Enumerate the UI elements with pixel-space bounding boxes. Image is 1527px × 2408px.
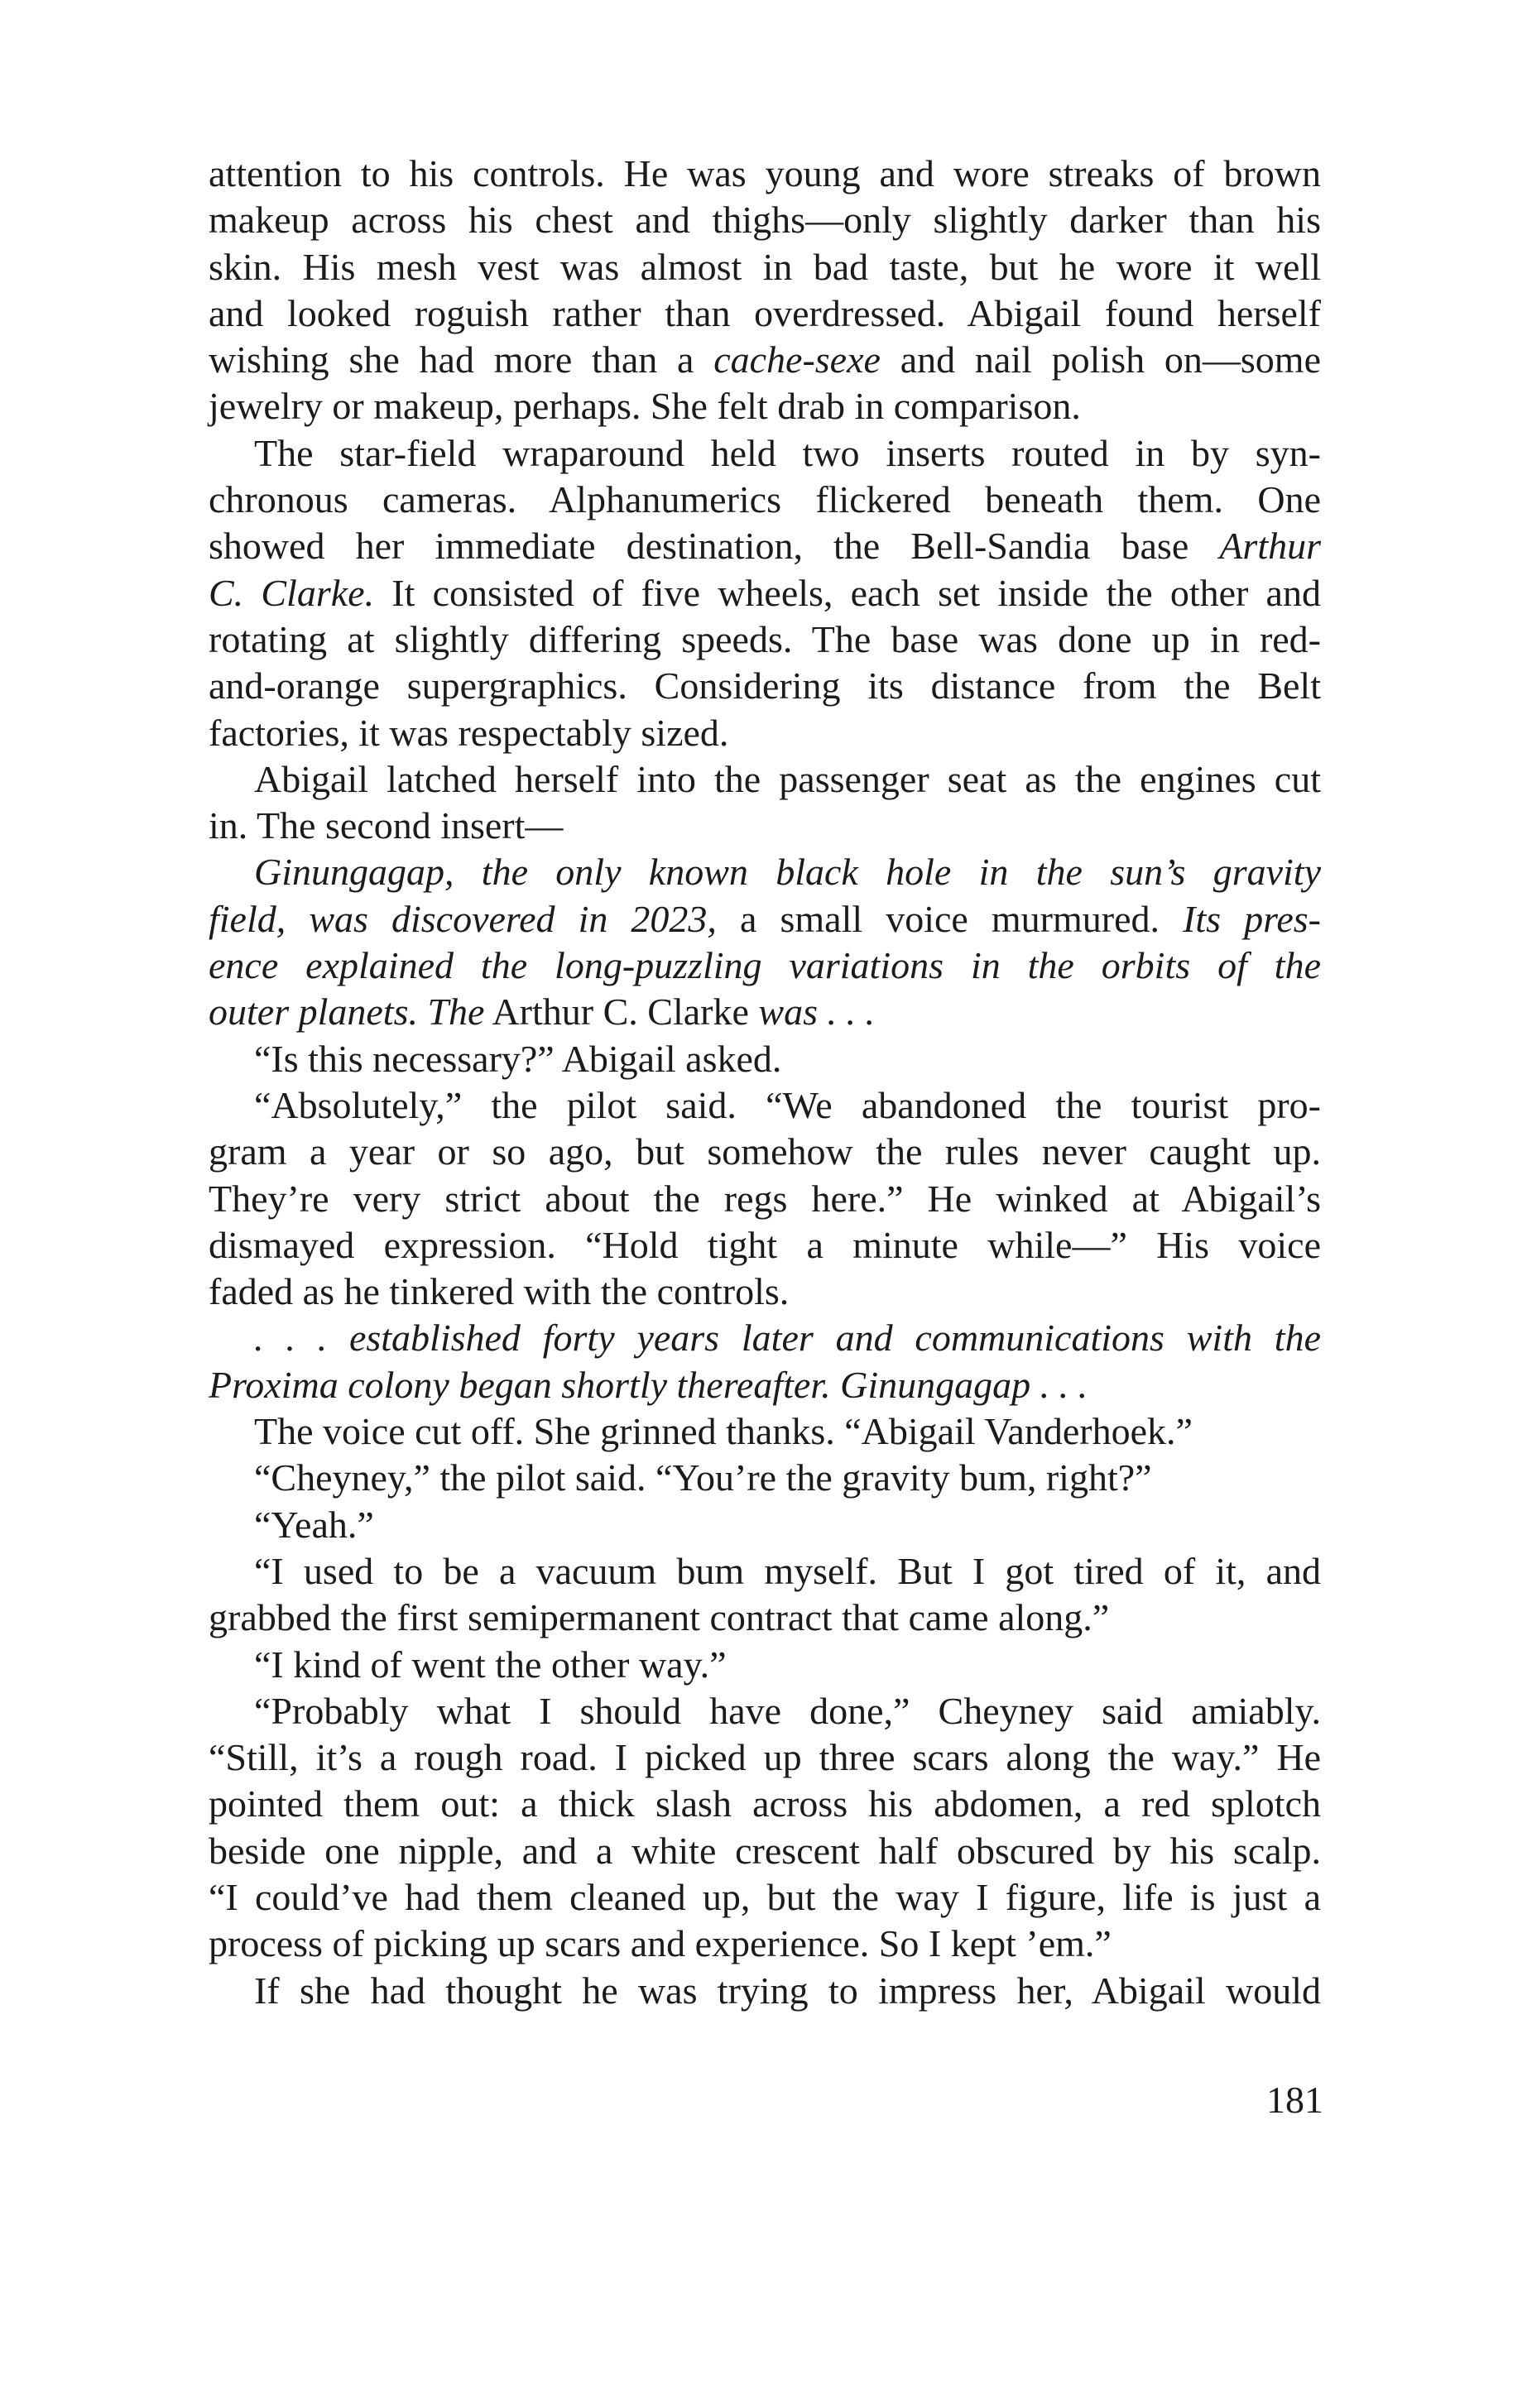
- text-line: [209, 1176, 1321, 1222]
- italic-text: was . . .: [758, 991, 875, 1034]
- text-run: The voice cut off. She grinned thanks. “Abigail Vanderhoek.”: [254, 1410, 1193, 1453]
- text-run: beside one nipple, and a white crescent half obscured by his scalp.: [209, 1829, 1321, 1872]
- text-run: They’re very strict about the regs here.” He winked at Abigail’s: [209, 1177, 1321, 1220]
- italic-text: Ginungagap, the only known black hole in the sun’s gravity: [254, 851, 1321, 894]
- text-line: [209, 383, 1321, 429]
- text-run: attention to his controls. He was young and wore streaks of brown: [209, 152, 1321, 194]
- text-run: grabbed the first semipermanent contract that came along.”: [209, 1596, 1110, 1639]
- text-line: [209, 1315, 1321, 1361]
- text-line: [209, 1269, 1321, 1315]
- text-run: showed her immediate destination, the Bell-Sandia base: [209, 525, 1220, 568]
- text-run: “Absolutely,” the pilot said. “We abandoned the tourist pro-: [254, 1083, 1321, 1126]
- text-run: and nail polish on—some: [880, 338, 1321, 381]
- text-run: Abigail latched herself into the passenger seat as the engines cut: [254, 757, 1321, 800]
- text-run: faded as he tinkered with the controls.: [209, 1270, 790, 1313]
- text-run: jewelry or makeup, perhaps. She felt drab in comparison.: [209, 385, 1081, 428]
- text-run: rotating at slightly differing speeds. The base was done up in red-: [209, 617, 1321, 660]
- italic-text: Arthur: [1219, 525, 1321, 568]
- text-run: factories, it was respectably sized.: [209, 711, 729, 754]
- text-line: [209, 1455, 1321, 1501]
- italic-text: . . . established forty years later and communications with the: [254, 1317, 1321, 1360]
- text-line: [209, 1781, 1321, 1827]
- text-line: [209, 943, 1321, 989]
- text-run: dismayed expression. “Hold tight a minute while—” His voice: [209, 1223, 1321, 1266]
- page-number: 181: [1266, 2079, 1323, 2121]
- text-run: skin. His mesh vest was almost in bad taste, but he wore it well: [209, 245, 1321, 288]
- text-line: [209, 1502, 1321, 1548]
- text-line: [209, 1921, 1321, 1967]
- body-text: [209, 151, 1321, 2014]
- text-line: [209, 1222, 1321, 1269]
- text-run: chronous cameras. Alphanumerics flickered beneath them. One: [209, 478, 1321, 521]
- text-line: [209, 1734, 1321, 1781]
- text-line: [209, 1642, 1321, 1688]
- text-run: Arthur C. Clarke: [484, 991, 759, 1034]
- text-line: [209, 616, 1321, 663]
- text-line: [209, 1036, 1321, 1082]
- text-run: “I could’ve had them cleaned up, but the way I figure, life is just a: [209, 1875, 1321, 1918]
- text-line: [209, 663, 1321, 709]
- text-run: pointed them out: a thick slash across his abdomen, a red splotch: [209, 1782, 1321, 1825]
- text-line: [209, 1968, 1321, 2014]
- text-line: [209, 1082, 1321, 1129]
- text-run: “Cheyney,” the pilot said. “You’re the gravity bum, right?”: [254, 1456, 1152, 1499]
- text-run: process of picking up scars and experience. So I kept ’em.”: [209, 1922, 1112, 1965]
- text-run: The star-field wraparound held two inserts routed in by syn-: [254, 431, 1321, 474]
- text-run: “I kind of went the other way.”: [254, 1643, 727, 1686]
- text-run: If she had thought he was trying to impress her, Abigail would: [254, 1969, 1321, 2012]
- italic-text: Proxima colony began shortly thereafter. Ginungagap . . .: [209, 1363, 1088, 1406]
- text-run: in. The second insert—: [209, 804, 564, 847]
- text-run: It consisted of five wheels, each set inside the other and: [374, 571, 1321, 614]
- italic-text: C. Clarke.: [209, 571, 375, 614]
- text-line: [209, 523, 1321, 569]
- text-line: [209, 477, 1321, 523]
- text-run: “Is this necessary?” Abigail asked.: [254, 1037, 782, 1080]
- text-line: [209, 756, 1321, 803]
- text-line: [209, 849, 1321, 895]
- text-run: “Yeah.”: [254, 1503, 374, 1546]
- text-line: [209, 1828, 1321, 1874]
- text-line: [209, 803, 1321, 849]
- text-run: wishing she had more than a: [209, 338, 714, 381]
- text-run: a small voice murmured.: [716, 897, 1184, 940]
- text-run: makeup across his chest and thighs—only slightly darker than his: [209, 199, 1321, 242]
- text-line: [209, 290, 1321, 337]
- italic-text: cache-sexe: [713, 338, 881, 381]
- text-line: [209, 570, 1321, 616]
- text-line: [209, 1874, 1321, 1921]
- text-line: [209, 1129, 1321, 1175]
- text-run: and-orange supergraphics. Considering its distance from the Belt: [209, 664, 1321, 708]
- text-line: [209, 1362, 1321, 1408]
- text-line: [209, 244, 1321, 290]
- text-line: [209, 1548, 1321, 1595]
- text-line: [209, 1688, 1321, 1734]
- text-run: “Probably what I should have done,” Cheyney said amiably.: [254, 1689, 1321, 1732]
- text-line: [209, 151, 1321, 197]
- text-run: gram a year or so ago, but somehow the rules never caught up.: [209, 1130, 1321, 1173]
- text-line: [209, 710, 1321, 756]
- italic-text: outer planets. The: [209, 991, 485, 1034]
- text-line: [209, 989, 1321, 1035]
- text-line: [209, 896, 1321, 943]
- text-line: [209, 1595, 1321, 1641]
- italic-text: Its pres-: [1183, 897, 1321, 940]
- italic-text: ence explained the long-puzzling variations in the orbits of the: [209, 944, 1321, 987]
- text-line: [209, 1408, 1321, 1455]
- text-run: “Still, it’s a rough road. I picked up three scars along the way.” He: [209, 1736, 1321, 1779]
- text-run: and looked roguish rather than overdressed. Abigail found herself: [209, 291, 1321, 334]
- text-run: “I used to be a vacuum bum myself. But I got tired of it, and: [254, 1549, 1321, 1592]
- text-line: [209, 197, 1321, 243]
- text-line: [209, 337, 1321, 383]
- italic-text: field, was discovered in 2023,: [209, 897, 717, 940]
- text-line: [209, 430, 1321, 477]
